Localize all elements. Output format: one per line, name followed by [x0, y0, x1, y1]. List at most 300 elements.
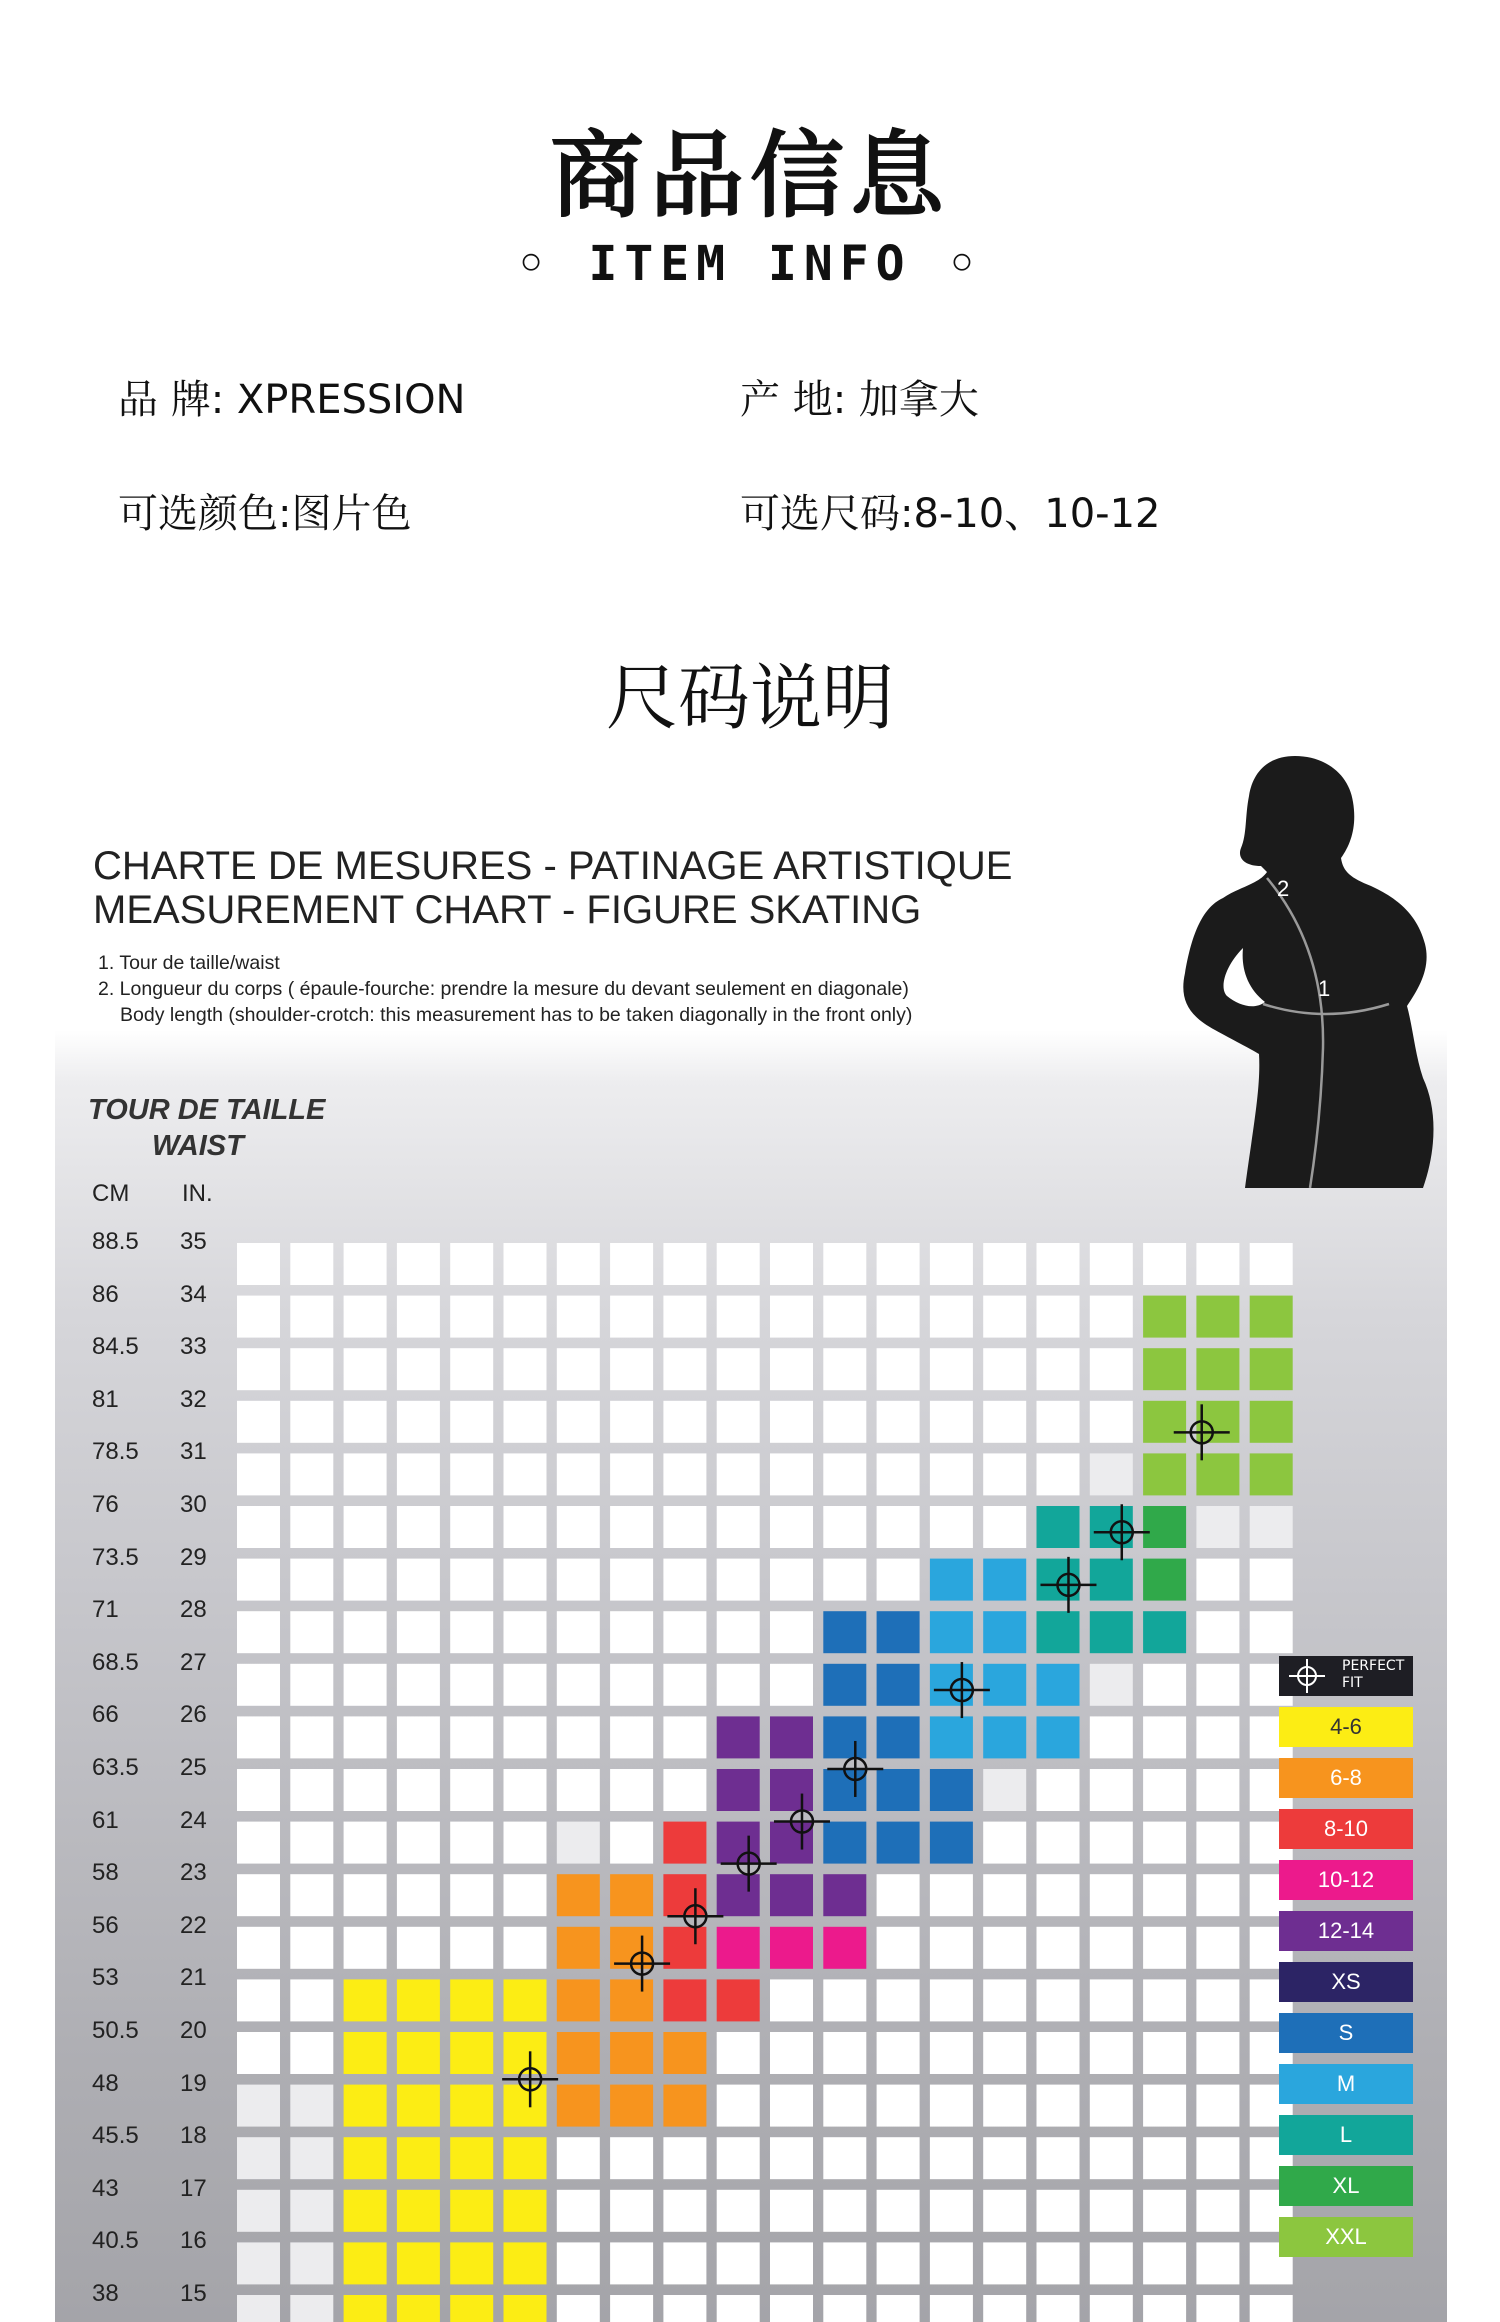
row-label-cm: 81	[92, 1385, 119, 1413]
grid-cell	[1196, 2295, 1239, 2322]
grid-cell	[344, 1348, 387, 1390]
grid-cell	[1037, 1716, 1080, 1758]
grid-cell	[290, 2032, 333, 2074]
grid-cell	[823, 2032, 866, 2074]
row-label-cm: 56	[92, 1911, 119, 1939]
grid-cell	[344, 1453, 387, 1495]
grid-cell	[663, 1506, 706, 1548]
grid-cell	[344, 1927, 387, 1969]
grid-cell	[450, 2295, 493, 2322]
legend-size-8-10: 8-10	[1279, 1809, 1413, 1849]
grid-cell	[717, 1401, 760, 1443]
grid-cell	[1037, 1453, 1080, 1495]
grid-cell	[1090, 1559, 1133, 1601]
info-origin: 产 地: 加拿大	[740, 377, 979, 423]
row-label-cm: 71	[92, 1596, 119, 1624]
grid-cell	[983, 1506, 1026, 1548]
grid-cell	[290, 1611, 333, 1653]
grid-cell	[557, 2242, 600, 2284]
grid-cell	[930, 1243, 973, 1285]
grid-cell	[504, 1979, 547, 2021]
grid-cell	[504, 2242, 547, 2284]
grid-cell	[1090, 1822, 1133, 1864]
grid-cell	[930, 1453, 973, 1495]
grid-cell	[717, 2190, 760, 2232]
chart-title-en: MEASUREMENT CHART - FIGURE SKATING	[93, 888, 922, 932]
grid-cell	[237, 2242, 280, 2284]
grid-cell	[1250, 1611, 1293, 1653]
grid-cell	[237, 1453, 280, 1495]
grid-cell	[717, 1453, 760, 1495]
grid-cell	[770, 1769, 813, 1811]
grid-cell	[1090, 2190, 1133, 2232]
grid-cell	[450, 1611, 493, 1653]
grid-cell	[983, 2032, 1026, 2074]
info-sizes: 可选尺码:8-10、10-12	[740, 491, 1161, 537]
grid-cell	[450, 1296, 493, 1338]
grid-cell	[1196, 1927, 1239, 1969]
grid-cell	[1037, 1611, 1080, 1653]
grid-cell	[1037, 1401, 1080, 1443]
grid-cell	[290, 1664, 333, 1706]
legend-size-6-8: 6-8	[1279, 1758, 1413, 1798]
chart-title-fr: CHARTE DE MESURES - PATINAGE ARTISTIQUE	[93, 844, 1013, 888]
grid-cell	[1090, 1874, 1133, 1916]
row-label-in: 23	[180, 1859, 207, 1887]
grid-cell	[930, 1611, 973, 1653]
grid-cell	[1143, 1927, 1186, 1969]
grid-cell	[344, 1822, 387, 1864]
grid-cell	[663, 1348, 706, 1390]
grid-cell	[397, 1453, 440, 1495]
grid-cell	[877, 1769, 920, 1811]
grid-cell	[504, 1559, 547, 1601]
row-label-cm: 43	[92, 2174, 119, 2202]
grid-cell	[450, 1769, 493, 1811]
grid-cell	[290, 2137, 333, 2179]
grid-cell	[877, 1296, 920, 1338]
grid-cell	[663, 2190, 706, 2232]
info-brand: 品 牌: XPRESSION	[118, 377, 466, 423]
grid-cell	[930, 1822, 973, 1864]
grid-cell	[1037, 2032, 1080, 2074]
grid-cell	[397, 2032, 440, 2074]
grid-cell	[344, 2242, 387, 2284]
grid-cell	[983, 1453, 1026, 1495]
grid-cell	[557, 1401, 600, 1443]
grid-cell	[663, 1716, 706, 1758]
grid-cell	[983, 1243, 1026, 1285]
grid-cell	[1250, 1243, 1293, 1285]
grid-cell	[770, 2085, 813, 2127]
grid-cell	[1090, 1927, 1133, 1969]
grid-cell	[717, 1664, 760, 1706]
grid-cell	[1037, 1348, 1080, 1390]
grid-cell	[504, 2085, 547, 2127]
row-label-cm: 76	[92, 1491, 119, 1518]
grid-cell	[397, 1611, 440, 1653]
grid-cell	[450, 1559, 493, 1601]
grid-cell	[1143, 2137, 1186, 2179]
grid-cell	[290, 1769, 333, 1811]
grid-cell	[823, 1927, 866, 1969]
grid-cell	[237, 1927, 280, 1969]
grid-cell	[504, 1401, 547, 1443]
page-subtitle: ◦ ITEM INFO ◦	[516, 236, 984, 292]
row-label-cm: 68.5	[92, 1648, 139, 1676]
grid-cell	[290, 1296, 333, 1338]
grid-cell	[983, 1874, 1026, 1916]
grid-cell	[237, 1822, 280, 1864]
grid-cell	[1250, 1506, 1293, 1548]
grid-cell	[557, 1559, 600, 1601]
grid-cell	[1196, 1664, 1239, 1706]
grid-cell	[1250, 1296, 1293, 1338]
grid-cell	[557, 1979, 600, 2021]
row-label-cm: 38	[92, 2280, 119, 2307]
grid-cell	[237, 2190, 280, 2232]
grid-cell	[823, 1401, 866, 1443]
grid-cell	[717, 1348, 760, 1390]
grid-cell	[1037, 1979, 1080, 2021]
grid-cell	[397, 1401, 440, 1443]
grid-cell	[237, 1559, 280, 1601]
crosshair-icon	[1287, 1658, 1327, 1694]
grid-cell	[823, 1243, 866, 1285]
grid-cell	[1090, 1296, 1133, 1338]
grid-cell	[504, 1611, 547, 1653]
grid-cell	[1143, 2295, 1186, 2322]
legend-size-xxl: XXL	[1279, 2217, 1413, 2257]
grid-cell	[930, 2242, 973, 2284]
grid-cell	[1250, 1348, 1293, 1390]
grid-cell	[237, 1979, 280, 2021]
grid-cell	[557, 1822, 600, 1864]
grid-cell	[930, 1401, 973, 1443]
row-label-in: 17	[180, 2174, 207, 2202]
grid-cell	[1250, 1453, 1293, 1495]
grid-cell	[450, 1874, 493, 1916]
grid-cell	[557, 1927, 600, 1969]
grid-cell	[1143, 1296, 1186, 1338]
grid-cell	[1037, 1927, 1080, 1969]
grid-cell	[1143, 1822, 1186, 1864]
legend-size-m: M	[1279, 2064, 1413, 2104]
row-label-in: 29	[180, 1543, 207, 1571]
grid-cell	[450, 1716, 493, 1758]
grid-cell	[290, 1453, 333, 1495]
grid-cell	[1250, 1559, 1293, 1601]
grid-cell	[290, 1348, 333, 1390]
grid-cell	[770, 1348, 813, 1390]
grid-cell	[930, 1506, 973, 1548]
grid-cell	[450, 2190, 493, 2232]
grid-cell	[1143, 1559, 1186, 1601]
info-colors: 可选颜色:图片色	[118, 491, 412, 537]
grid-cell	[610, 2032, 653, 2074]
grid-cell	[770, 1243, 813, 1285]
grid-cell	[663, 1822, 706, 1864]
grid-cell	[1196, 1611, 1239, 1653]
grid-cell	[504, 1927, 547, 1969]
grid-cell	[450, 2242, 493, 2284]
grid-cell	[504, 1348, 547, 1390]
grid-cell	[983, 1979, 1026, 2021]
legend-items	[1279, 1707, 1413, 2257]
grid-cell	[877, 1664, 920, 1706]
grid-cell	[504, 2137, 547, 2179]
grid-cell	[610, 1979, 653, 2021]
grid-cell	[450, 1927, 493, 1969]
row-label-in: 18	[180, 2122, 207, 2150]
grid-cell	[450, 2137, 493, 2179]
grid-cell	[1196, 1243, 1239, 1285]
grid-cell	[663, 2295, 706, 2322]
grid-cell	[1143, 1769, 1186, 1811]
grid-cell	[770, 2295, 813, 2322]
grid-cell	[237, 1401, 280, 1443]
grid-cell	[663, 1453, 706, 1495]
grid-cell	[663, 2085, 706, 2127]
grid-cell	[983, 1296, 1026, 1338]
legend-size-l: L	[1279, 2115, 1413, 2155]
grid-cell	[1037, 1506, 1080, 1548]
grid-cell	[877, 1348, 920, 1390]
grid-cell	[823, 2190, 866, 2232]
grid-cell	[557, 1611, 600, 1653]
grid-cell	[983, 2190, 1026, 2232]
grid-cell	[610, 1348, 653, 1390]
grid-cell	[930, 1769, 973, 1811]
grid-cell	[610, 1243, 653, 1285]
grid-cell	[877, 2032, 920, 2074]
row-label-cm: 63.5	[92, 1754, 139, 1781]
grid-cell	[823, 2085, 866, 2127]
grid-cell	[450, 1822, 493, 1864]
grid-cell	[504, 1874, 547, 1916]
grid-cell	[1143, 2032, 1186, 2074]
grid-cell	[610, 2190, 653, 2232]
grid-cell	[663, 1979, 706, 2021]
grid-cell	[344, 1664, 387, 1706]
grid-cell	[823, 1664, 866, 1706]
grid-cell	[717, 1769, 760, 1811]
row-label-in: 20	[180, 2017, 207, 2044]
grid-cell	[1196, 2085, 1239, 2127]
grid-cell	[663, 2032, 706, 2074]
grid-cell	[557, 1243, 600, 1285]
grid-cell	[1143, 1506, 1186, 1548]
grid-cell	[397, 1296, 440, 1338]
grid-cell	[1196, 2242, 1239, 2284]
grid-cell	[610, 2085, 653, 2127]
grid-cell	[344, 1296, 387, 1338]
waist-header-fr: TOUR DE TAILLE	[88, 1094, 326, 1126]
grid-cell	[557, 1664, 600, 1706]
grid-cell	[983, 1401, 1026, 1443]
grid-cell	[823, 1874, 866, 1916]
waist-header-en: WAIST	[152, 1130, 244, 1162]
grid-cell	[770, 2242, 813, 2284]
grid-cell	[450, 1453, 493, 1495]
grid-cell	[450, 1348, 493, 1390]
grid-cell	[450, 1401, 493, 1443]
grid-cell	[930, 2190, 973, 2232]
grid-cell	[717, 1611, 760, 1653]
grid-cell	[1196, 1769, 1239, 1811]
grid-cell	[770, 2032, 813, 2074]
grid-cell	[344, 2032, 387, 2074]
grid-cell	[237, 1716, 280, 1758]
grid-cell	[1037, 2137, 1080, 2179]
grid-cell	[663, 1296, 706, 1338]
grid-cell	[290, 1927, 333, 1969]
grid-cell	[504, 1716, 547, 1758]
row-label-in: 27	[180, 1648, 207, 1676]
grid-cell	[557, 1348, 600, 1390]
grid-cell	[823, 1296, 866, 1338]
grid-cell	[290, 2190, 333, 2232]
grid-cell	[663, 2137, 706, 2179]
legend-perfect-fit	[1279, 1656, 1413, 1696]
grid-cell	[1090, 1401, 1133, 1443]
grid-cell	[877, 1822, 920, 1864]
page-title: 商品信息	[549, 122, 950, 231]
grid-cell	[823, 1453, 866, 1495]
grid-cell	[770, 1453, 813, 1495]
grid-cell	[717, 1874, 760, 1916]
grid-cell	[1143, 1664, 1186, 1706]
grid-cell	[290, 1401, 333, 1443]
grid-cell	[1143, 1453, 1186, 1495]
grid-cell	[1143, 1401, 1186, 1443]
grid-cell	[450, 2085, 493, 2127]
grid-cell	[237, 2295, 280, 2322]
grid-cell	[1196, 1874, 1239, 1916]
grid-cell	[823, 1716, 866, 1758]
row-label-cm: 50.5	[92, 2017, 139, 2044]
grid-cell	[504, 1822, 547, 1864]
grid-cell	[1250, 1401, 1293, 1443]
grid-cell	[877, 2295, 920, 2322]
figure-label-2: 2	[1277, 876, 1290, 901]
grid-cell	[504, 1243, 547, 1285]
grid-cell	[1037, 2190, 1080, 2232]
grid-cell	[823, 1506, 866, 1548]
grid-cell	[877, 1506, 920, 1548]
row-label-cm: 58	[92, 1859, 119, 1887]
grid-cell	[237, 1296, 280, 1338]
grid-cell	[823, 1822, 866, 1864]
grid-cell	[397, 2190, 440, 2232]
grid-cell	[1196, 1296, 1239, 1338]
grid-cell	[504, 1506, 547, 1548]
grid-cell	[1250, 2295, 1293, 2322]
row-label-cm: 48	[92, 2069, 119, 2097]
legend-size-xs: XS	[1279, 1962, 1413, 2002]
legend-size-10-12: 10-12	[1279, 1860, 1413, 1900]
grid-cell	[290, 1559, 333, 1601]
grid-cell	[823, 1979, 866, 2021]
grid-cell	[237, 1348, 280, 1390]
grid-cell	[610, 1559, 653, 1601]
row-label-in: 30	[180, 1491, 207, 1518]
size-legend	[1279, 1656, 1413, 2268]
size-guide-title: 尺码说明	[605, 656, 894, 740]
grid-cell	[770, 1664, 813, 1706]
row-label-in: 19	[180, 2069, 207, 2097]
grid-cell	[557, 2032, 600, 2074]
grid-cell	[344, 1401, 387, 1443]
grid-cell	[397, 1822, 440, 1864]
grid-cell	[1196, 2137, 1239, 2179]
grid-cell	[344, 2085, 387, 2127]
grid-cell	[770, 1927, 813, 1969]
grid-cell	[1196, 1822, 1239, 1864]
grid-cell	[1090, 1769, 1133, 1811]
grid-cell	[1143, 1243, 1186, 1285]
grid-cell	[557, 1506, 600, 1548]
grid-cell	[344, 1559, 387, 1601]
grid-cell	[344, 1611, 387, 1653]
grid-cell	[983, 1769, 1026, 1811]
grid-cell	[1090, 1243, 1133, 1285]
grid-cell	[930, 1716, 973, 1758]
grid-cell	[663, 1559, 706, 1601]
grid-cell	[504, 2190, 547, 2232]
grid-cell	[877, 2085, 920, 2127]
legend-size-xl: XL	[1279, 2166, 1413, 2206]
grid-cell	[770, 1874, 813, 1916]
grid-cell	[344, 2190, 387, 2232]
grid-cell	[1037, 1874, 1080, 1916]
grid-cell	[930, 2085, 973, 2127]
grid-cell	[344, 1716, 387, 1758]
legend-size-s: S	[1279, 2013, 1413, 2053]
grid-cell	[290, 1506, 333, 1548]
grid-cell	[770, 1611, 813, 1653]
row-label-cm: 61	[92, 1806, 119, 1834]
grid-cell	[1037, 2085, 1080, 2127]
grid-cell	[1090, 1453, 1133, 1495]
grid-cell	[770, 2137, 813, 2179]
grid-cell	[877, 1559, 920, 1601]
grid-cell	[610, 1611, 653, 1653]
grid-cell	[237, 1243, 280, 1285]
grid-cell	[290, 2242, 333, 2284]
grid-cell	[610, 2295, 653, 2322]
grid-cell	[717, 2137, 760, 2179]
grid-cell	[823, 2295, 866, 2322]
grid-cell	[983, 1822, 1026, 1864]
grid-cell	[610, 1769, 653, 1811]
grid-cell	[1143, 1611, 1186, 1653]
grid-cell	[1037, 1243, 1080, 1285]
grid-cell	[610, 1401, 653, 1443]
grid-cell	[397, 1559, 440, 1601]
grid-cell	[930, 1559, 973, 1601]
grid-cell	[930, 1348, 973, 1390]
grid-cell	[1196, 1348, 1239, 1390]
grid-cell	[1196, 1559, 1239, 1601]
row-label-in: 16	[180, 2227, 207, 2255]
row-label-in: 25	[180, 1754, 207, 1781]
grid-cell	[1143, 2242, 1186, 2284]
grid-cell	[663, 1243, 706, 1285]
grid-cell	[610, 1453, 653, 1495]
grid-cell	[397, 2137, 440, 2179]
grid-cell	[610, 2242, 653, 2284]
